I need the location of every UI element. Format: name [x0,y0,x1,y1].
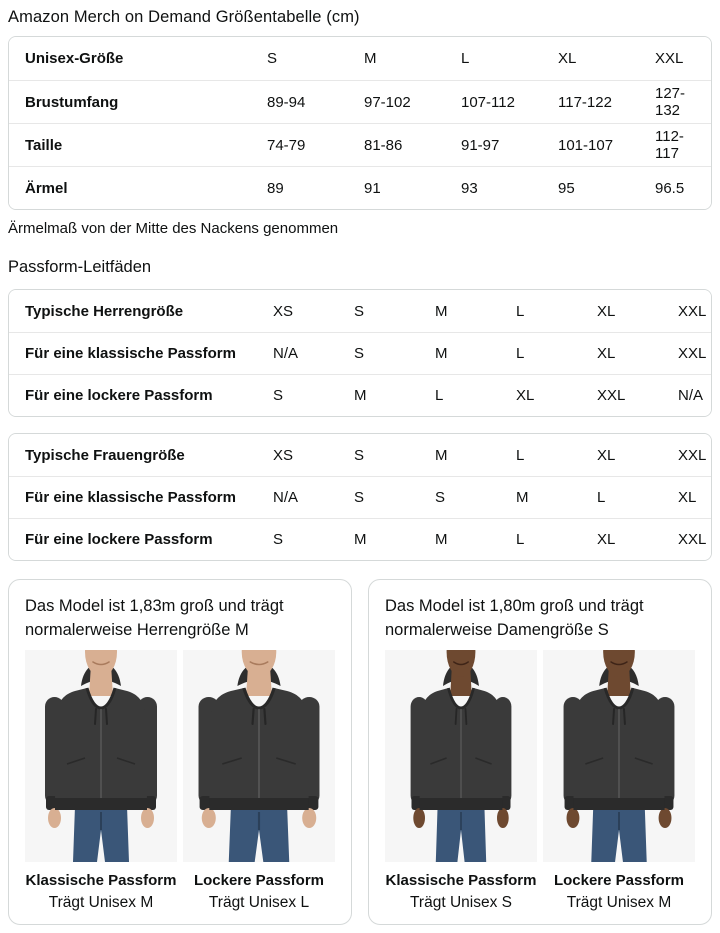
size-cell: L [516,302,525,320]
fit-caption: Klassische Passform [25,872,177,889]
table-row [9,332,711,374]
size-cell: XL [597,345,616,362]
model-photo-loose-fit [183,650,335,862]
model-card-men [8,579,352,925]
size-cell: M [435,345,448,362]
size-cell: XL [597,531,616,548]
photo-column-loose [183,650,335,912]
model-photos [25,650,335,912]
model-photo-classic-fit [25,650,177,862]
size-cell: 96.5 [655,179,685,197]
row-label: Ärmel [25,179,68,197]
size-cell: M [354,387,367,404]
size-cell: 95 [558,179,575,197]
size-cell: L [516,345,525,362]
fit-caption: Lockere Passform [193,872,325,889]
row-label: Für eine lockere Passform [25,531,213,548]
model-photo-classic-fit [385,650,537,862]
size-cell: 101-107 [558,136,614,154]
size-cell: 117-122 [558,93,612,111]
size-cell: M [435,531,448,548]
row-label: Typische Frauengröße [25,446,185,464]
size-cell: XS [273,302,294,320]
model-photos [385,650,695,912]
row-label: Für eine klassische Passform [25,489,236,506]
model-card-women [368,579,712,925]
fit-guide-table-men [8,289,712,417]
model-description: Das Model ist 1,80m groß und trägt normalerweise Damengröße S [385,597,644,639]
table-row [9,290,711,332]
model-photo-loose-fit [543,650,695,862]
size-cell: XXL [678,302,707,320]
size-cell: XXL [678,345,707,362]
table-row [9,434,711,476]
size-cell: XXL [678,531,707,548]
column-header: M [364,50,377,67]
size-cell: L [516,446,525,464]
table-row [9,166,711,209]
row-label: Brustumfang [25,93,119,111]
size-caption: Trägt Unisex L [208,894,310,911]
size-cell: S [354,302,365,320]
size-cell: XL [678,489,697,506]
page-title: Amazon Merch on Demand Größentabelle (cm) [8,8,360,26]
size-cell: 89-94 [267,93,306,111]
model-description: Das Model ist 1,83m groß und trägt normalerweise Herrengröße M [25,597,284,639]
column-header: XXL [655,50,684,67]
size-cell: N/A [273,345,299,362]
size-cell: M [354,531,367,548]
sleeve-measure-note: Ärmelmaß von der Mitte des Nackens genommen [8,220,339,237]
fit-guide-table-women [8,433,712,561]
size-cell: L [597,489,606,506]
row-label: Für eine klassische Passform [25,345,236,362]
column-header: L [461,50,470,67]
photo-column-classic [385,650,537,912]
table-row [9,80,711,123]
size-cell: M [435,302,448,320]
size-cell: S [354,446,365,464]
column-header: XL [558,50,577,67]
size-cell: S [273,531,284,548]
size-cell: L [516,531,525,548]
size-cell: XXL [597,387,626,404]
size-cell: 127-132 [655,85,686,119]
row-label: Typische Herrengröße [25,302,184,320]
size-cell: XL [516,387,535,404]
size-cell: 81-86 [364,136,403,154]
size-cell: XL [597,446,616,464]
size-cell: S [273,387,284,404]
row-label: Unisex-Größe [25,50,124,67]
fit-guides-heading: Passform-Leitfäden [8,258,152,276]
fit-caption: Klassische Passform [385,872,537,889]
model-cards-row [8,579,712,925]
table-header-row [9,37,711,80]
row-label: Für eine lockere Passform [25,387,213,404]
size-measurements-table [8,36,712,210]
column-header: S [267,50,278,67]
size-cell: S [354,345,365,362]
size-cell: 91-97 [461,136,500,154]
table-row [9,374,711,416]
size-cell: XXL [678,446,707,464]
size-cell: 112-117 [655,128,684,162]
size-cell: 107-112 [461,93,515,111]
size-cell: XS [273,446,294,464]
photo-column-classic [25,650,177,912]
size-caption: Trägt Unisex M [566,894,672,911]
size-cell: M [435,446,448,464]
size-cell: N/A [273,489,299,506]
size-cell: 89 [267,179,284,197]
fit-caption: Lockere Passform [553,872,685,889]
table-row [9,518,711,560]
size-cell: 93 [461,179,478,197]
size-caption: Trägt Unisex S [410,894,512,911]
size-cell: 97-102 [364,93,411,111]
size-caption: Trägt Unisex M [48,894,154,911]
size-cell: XL [597,302,616,320]
size-cell: 91 [364,179,381,197]
photo-column-loose [543,650,695,912]
table-row [9,123,711,166]
size-cell: N/A [678,387,704,404]
size-cell: L [435,387,444,404]
table-row [9,476,711,518]
row-label: Taille [25,136,63,154]
size-cell: S [435,489,446,506]
size-cell: S [354,489,365,506]
size-cell: M [516,489,529,506]
size-cell: 74-79 [267,136,306,154]
